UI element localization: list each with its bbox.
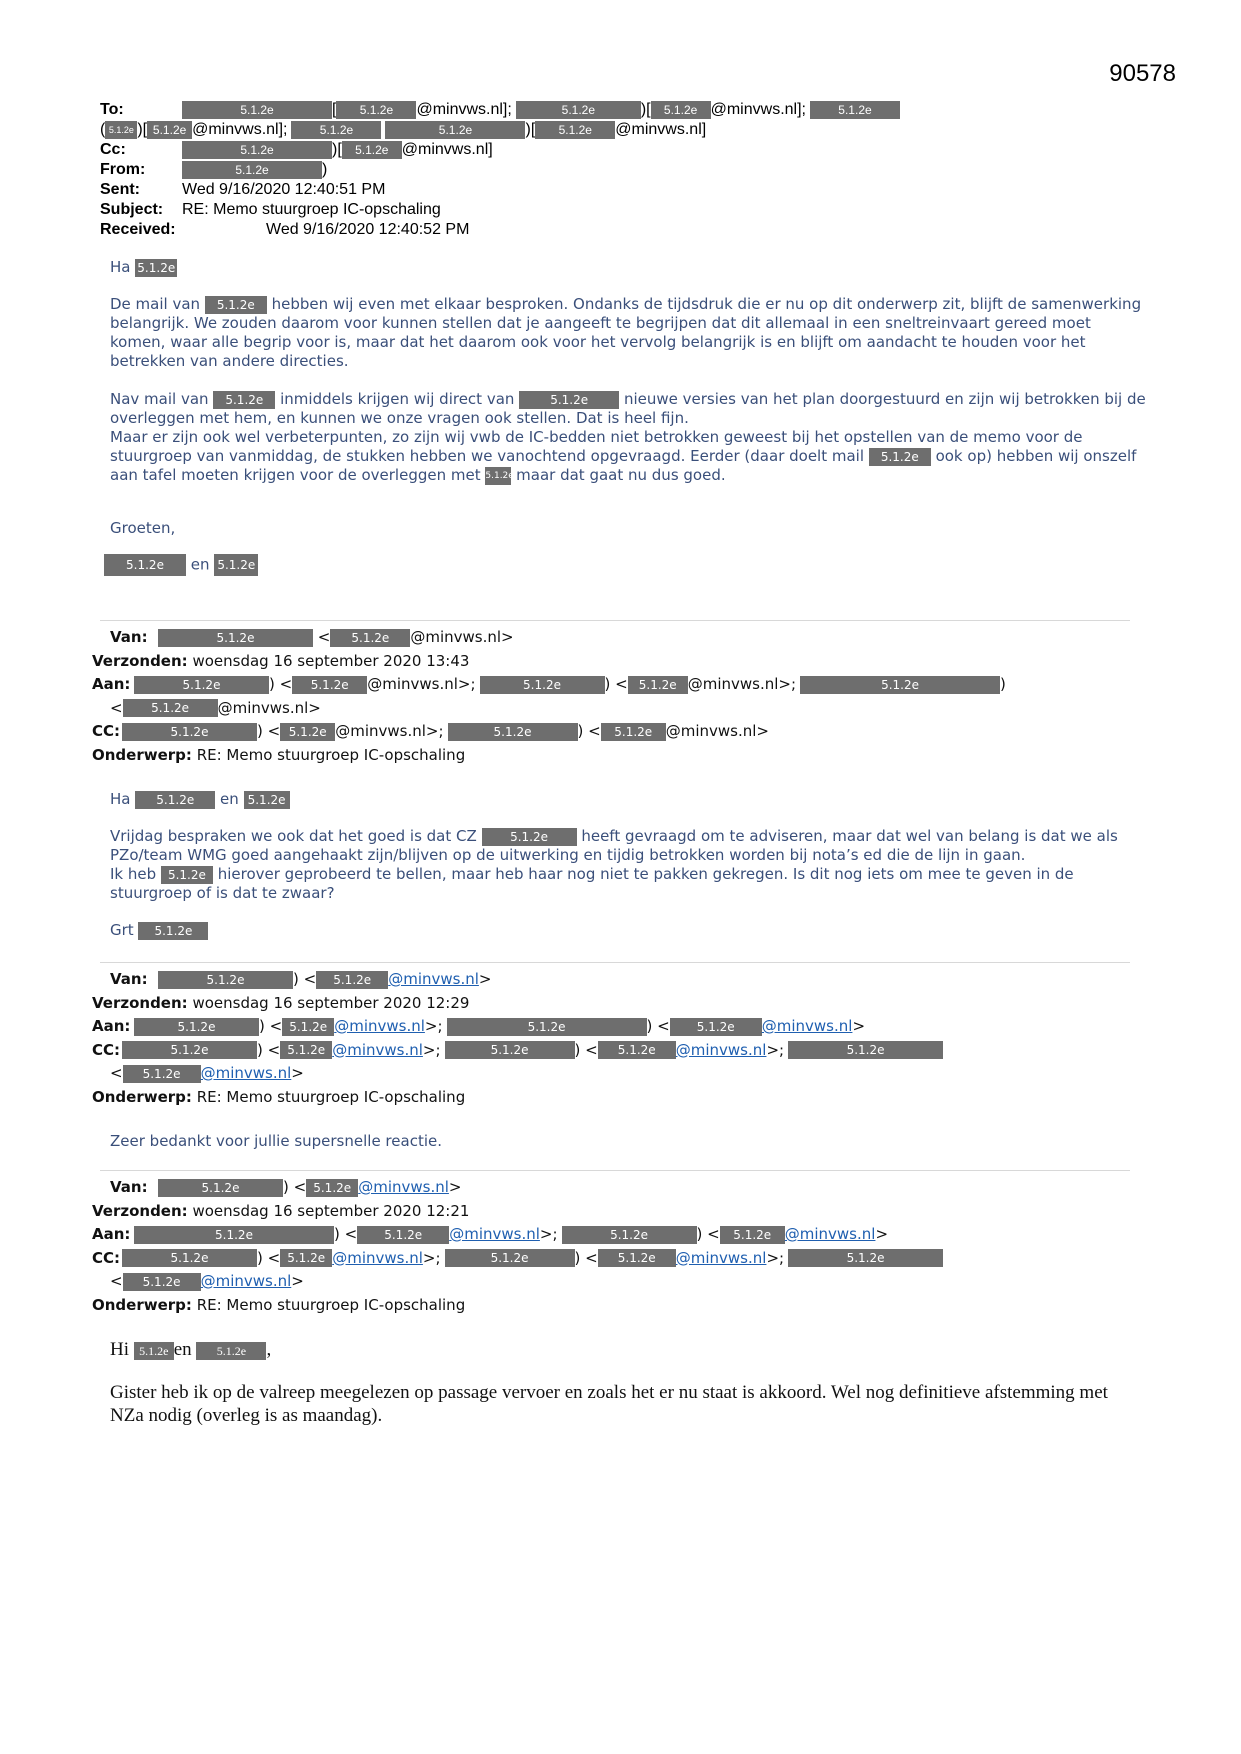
to-row: To: 5.1.2e [ 5.1.2e @minvws.nl]; 5.1.2e )[ 5.1.2e @minvws.nl]; 5.1.2e <box>100 100 1000 120</box>
redaction: 5.1.2e <box>182 161 322 179</box>
message-2-meta <box>92 626 1142 767</box>
text: Grt <box>110 921 134 939</box>
text: hierover geprobeerd te bellen, maar heb haar nog niet te pakken gekregen. Is dit nog iets om mee te geven in de stuurgroep of is dat te zwaar? <box>110 865 1074 902</box>
email-link[interactable]: @minvws.nl <box>358 1178 449 1196</box>
verzonden-row <box>92 992 1142 1016</box>
greeting <box>110 1338 1110 1361</box>
email-domain: @minvws.nl> <box>665 722 769 740</box>
onderwerp-row <box>92 1086 1142 1110</box>
redaction: 5.1.2e <box>445 1249 575 1267</box>
paragraph <box>110 390 1150 485</box>
redaction: 5.1.2e <box>147 121 192 139</box>
redaction: 5.1.2e <box>123 1273 201 1291</box>
redaction: 5.1.2e <box>158 1179 283 1197</box>
redaction: 5.1.2e <box>134 1226 334 1244</box>
message-4-meta <box>92 1176 1142 1317</box>
greeting-word: Ha <box>110 258 131 276</box>
label: Van: <box>110 1178 148 1196</box>
redaction: 5.1.2e <box>158 629 313 647</box>
email-link[interactable]: @minvws.nl <box>675 1248 767 1267</box>
cc-row: CC: 5.1.2e ) < 5.1.2e @minvws.nl >; 5.1.2e ) < 5.1.2e @minvws.nl >; 5.1.2e <box>92 1247 1142 1271</box>
redaction: 5.1.2e <box>519 391 619 409</box>
text: , <box>266 1339 272 1360</box>
email-domain: @minvws.nl]; <box>710 101 806 118</box>
email-domain: @minvws.nl>; <box>687 675 797 693</box>
email-link[interactable]: @minvws.nl <box>334 1017 425 1035</box>
greeting-word: Ha <box>110 790 131 808</box>
label: Van: <box>110 628 148 646</box>
separator <box>100 620 1130 621</box>
text: Vrijdag bespraken we ook dat het goed is dat CZ <box>110 827 477 845</box>
email-link[interactable]: @minvws.nl <box>332 1248 423 1267</box>
redaction: 5.1.2e <box>788 1249 943 1267</box>
subject-value: RE: Memo stuurgroep IC-opschaling <box>196 1295 466 1314</box>
cc-row-cont: < 5.1.2e @minvws.nl > <box>92 1270 1142 1294</box>
label: Verzonden: <box>92 1201 188 1220</box>
redaction: 5.1.2e <box>720 1226 785 1244</box>
received-row <box>100 220 1000 240</box>
email-header <box>100 100 1000 240</box>
label: CC: <box>92 1040 121 1059</box>
email-domain: @minvws.nl>; <box>335 722 444 740</box>
redaction: 5.1.2e <box>122 723 257 741</box>
redaction: 5.1.2e <box>357 1226 449 1244</box>
redaction: 5.1.2e <box>336 101 416 119</box>
aan-row: Aan: 5.1.2e ) < 5.1.2e @minvws.nl >; 5.1.2e ) < 5.1.2e @minvws.nl > <box>92 1223 1142 1247</box>
redaction: 5.1.2e <box>562 1226 697 1244</box>
redaction: 5.1.2e <box>651 101 711 119</box>
text: Ik heb <box>110 865 157 883</box>
paragraph <box>110 827 1140 903</box>
redaction: 5.1.2e <box>182 101 332 119</box>
redaction: 5.1.2e <box>445 1041 575 1059</box>
message-2-body <box>110 790 1140 958</box>
redaction: 5.1.2e <box>161 866 213 884</box>
redaction: 5.1.2e <box>134 1018 259 1036</box>
cc-row: CC: 5.1.2e ) < 5.1.2e @minvws.nl>; 5.1.2e ) < 5.1.2e @minvws.nl> <box>92 720 1142 744</box>
redaction: 5.1.2e <box>134 1342 174 1360</box>
redaction: 5.1.2e <box>135 259 177 277</box>
redaction: 5.1.2e <box>448 723 578 741</box>
email-link[interactable]: @minvws.nl <box>200 1272 292 1290</box>
redaction: 5.1.2e <box>601 723 666 741</box>
redaction: 5.1.2e <box>598 1041 676 1059</box>
redaction: 5.1.2e <box>138 922 208 940</box>
email-link[interactable]: @minvws.nl <box>675 1040 767 1059</box>
text: nieuwe versies van het plan doorgestuurd en zijn wij betrokken bij de overleggen met hem, en kunnen we onze vragen ook stellen. Dat is heel fijn. <box>110 390 1146 427</box>
subject-value: RE: Memo stuurgroep IC-opschaling <box>196 1087 466 1106</box>
redaction: 5.1.2e <box>105 121 137 139</box>
email-domain: @minvws.nl]; <box>416 101 512 118</box>
separator <box>100 962 1130 963</box>
redaction: 5.1.2e <box>516 101 641 119</box>
aan-row: Aan: 5.1.2e ) < 5.1.2e @minvws.nl>; 5.1.2e ) < 5.1.2e @minvws.nl>; 5.1.2e ) <box>92 673 1142 697</box>
redaction: 5.1.2e <box>485 467 511 485</box>
label: Verzonden: <box>92 651 188 670</box>
label: Aan: <box>92 1017 131 1035</box>
redaction: 5.1.2e <box>291 121 381 139</box>
cc-label: Cc: <box>100 141 126 158</box>
redaction: 5.1.2e <box>123 1065 201 1083</box>
redaction: 5.1.2e <box>104 554 186 576</box>
from-row: From: 5.1.2e ) <box>100 161 328 178</box>
sent-value: woensdag 16 september 2020 12:21 <box>192 1201 470 1220</box>
aan-row: Aan: 5.1.2e ) < 5.1.2e @minvws.nl >; 5.1.2e ) < 5.1.2e @minvws.nl > <box>92 1015 1142 1039</box>
text: ook op) hebben wij onszelf aan tafel moeten krijgen voor de overleggen met <box>110 447 1137 484</box>
email-link[interactable]: @minvws.nl <box>200 1064 292 1082</box>
redaction: 5.1.2e <box>869 448 931 466</box>
label: Van: <box>110 970 148 988</box>
to-row-cont: ( 5.1.2e )[ 5.1.2e @minvws.nl]; 5.1.2e 5.1.2e )[ 5.1.2e @minvws.nl] <box>100 121 707 138</box>
redaction: 5.1.2e <box>598 1249 676 1267</box>
email-domain: @minvws.nl] <box>401 141 493 158</box>
redaction: 5.1.2e <box>292 676 367 694</box>
text: De mail van <box>110 295 201 313</box>
cc-row: CC: 5.1.2e ) < 5.1.2e @minvws.nl >; 5.1.2e ) < 5.1.2e @minvws.nl >; 5.1.2e <box>92 1039 1142 1063</box>
subject-value: RE: Memo stuurgroep IC-opschaling <box>196 745 466 764</box>
label: Aan: <box>92 1225 131 1243</box>
to-label: To: <box>100 101 124 118</box>
redaction: 5.1.2e <box>306 1179 358 1197</box>
redaction: 5.1.2e <box>135 791 215 809</box>
text: heeft gevraagd om te adviseren, maar dat wel van belang is dat we als PZo/team WMG goed aangehaakt zijn/blijven op de uitwerking en tijdig betrokken worden bij nota’s ed die de lijn in gaan. <box>110 827 1118 864</box>
received-value: Wed 9/16/2020 12:40:52 PM <box>266 221 470 238</box>
text: maar dat gaat nu dus goed. <box>516 466 726 484</box>
label: Onderwerp: <box>92 1295 192 1314</box>
van-row: Van: 5.1.2e ) < 5.1.2e @minvws.nl > <box>92 968 1142 992</box>
redaction: 5.1.2e <box>342 141 402 159</box>
subject-label: Subject: <box>100 201 164 218</box>
text: Nav mail van <box>110 390 209 408</box>
sent-label: Sent: <box>100 181 140 198</box>
redaction: 5.1.2e <box>213 391 275 409</box>
email-link[interactable]: @minvws.nl <box>784 1225 876 1243</box>
email-link[interactable]: @minvws.nl <box>761 1017 853 1035</box>
subject-row <box>100 200 1000 220</box>
redaction: 5.1.2e <box>122 1041 257 1059</box>
message-3-body <box>110 1132 1160 1169</box>
redaction: 5.1.2e <box>158 971 293 989</box>
email-domain: @minvws.nl> <box>410 628 514 646</box>
greeting-word: Hi <box>110 1339 129 1360</box>
redaction: 5.1.2e <box>282 1018 334 1036</box>
text: en <box>173 1339 192 1360</box>
label: Aan: <box>92 675 131 693</box>
redaction: 5.1.2e <box>280 1041 332 1059</box>
separator <box>100 1170 1130 1171</box>
redaction: 5.1.2e <box>182 141 332 159</box>
label: Onderwerp: <box>92 745 192 764</box>
sent-value: woensdag 16 september 2020 13:43 <box>192 651 470 670</box>
signature <box>104 554 1150 576</box>
redaction: 5.1.2e <box>205 296 267 314</box>
paragraph: Zeer bedankt voor jullie supersnelle reactie. <box>110 1132 442 1150</box>
redaction: 5.1.2e <box>480 676 605 694</box>
redaction: 5.1.2e <box>385 121 525 139</box>
email-domain: @minvws.nl>; <box>367 675 476 693</box>
text: en <box>220 790 239 808</box>
redaction: 5.1.2e <box>628 676 688 694</box>
paragraph: Gister heb ik op de valreep meegelezen op passage vervoer en zoals het er nu staat is akkoord. Wel nog definitieve afstemming met NZa nodig (overleg is as maandag). <box>110 1382 1108 1426</box>
verzonden-row <box>92 650 1142 674</box>
received-label: Received: <box>100 221 176 238</box>
label: CC: <box>92 1248 121 1267</box>
email-domain: @minvws.nl> <box>217 698 321 717</box>
cc-row-cont: < 5.1.2e @minvws.nl > <box>92 1062 1142 1086</box>
redaction: 5.1.2e <box>122 1249 257 1267</box>
sent-value: woensdag 16 september 2020 12:29 <box>192 993 470 1012</box>
redaction: 5.1.2e <box>280 723 335 741</box>
redaction: 5.1.2e <box>670 1018 762 1036</box>
redaction: 5.1.2e <box>244 791 290 809</box>
email-link[interactable]: @minvws.nl <box>388 970 479 988</box>
redaction: 5.1.2e <box>810 101 900 119</box>
redaction: 5.1.2e <box>447 1018 647 1036</box>
greeting <box>110 790 1140 809</box>
text: hebben wij even met elkaar besproken. Ondanks de tijdsdruk die er nu op dit onderwerp zit, blijft de samenwerking belangrijk. We zouden daarom voor kunnen stellen dat je aangeeft te begrijpen dat dit allemaal in een sneltreinvaart gereed moet komen, waar alle begrip voor is, maar dat het daarom ook voor het vervolg belangrijk is en blijft om aandacht te houden voor het betrekken van andere directies. <box>110 295 1142 370</box>
document-number: 90578 <box>1109 60 1176 87</box>
redaction: 5.1.2e <box>482 828 577 846</box>
redaction: 5.1.2e <box>788 1041 943 1059</box>
cc-row: Cc: 5.1.2e )[ 5.1.2e @minvws.nl] <box>100 141 493 158</box>
verzonden-row <box>92 1200 1142 1224</box>
redaction: 5.1.2e <box>214 554 258 576</box>
redaction: 5.1.2e <box>316 971 388 989</box>
email-domain: @minvws.nl]; <box>192 121 288 138</box>
email-link[interactable]: @minvws.nl <box>449 1225 540 1243</box>
closing: Groeten, <box>110 519 176 537</box>
text: Maar er zijn ook wel verbeterpunten, zo zijn wij vwb de IC-bedden niet betrokken geweest bij het opstellen van de memo voor de stuurgroep van vanmiddag, de stukken hebben we vanochtend opgevraagd. Eerder (daar doelt mail <box>110 428 1083 465</box>
text: inmiddels krijgen wij direct van <box>280 390 515 408</box>
paragraph <box>110 295 1150 371</box>
greeting <box>110 258 1150 277</box>
sent-value: Wed 9/16/2020 12:40:51 PM <box>182 181 386 198</box>
van-row: Van: 5.1.2e ) < 5.1.2e @minvws.nl > <box>92 1176 1142 1200</box>
from-label: From: <box>100 161 146 178</box>
sent-row <box>100 180 1000 200</box>
onderwerp-row <box>92 744 1142 768</box>
redaction: 5.1.2e <box>123 699 218 717</box>
email-domain: @minvws.nl] <box>615 121 707 138</box>
aan-row-cont: < 5.1.2e @minvws.nl> <box>92 697 1142 721</box>
redaction: 5.1.2e <box>330 629 410 647</box>
label: Verzonden: <box>92 993 188 1012</box>
redaction: 5.1.2e <box>196 1342 266 1360</box>
message-1-body <box>110 258 1150 594</box>
email-link[interactable]: @minvws.nl <box>332 1040 423 1059</box>
subject-value: RE: Memo stuurgroep IC-opschaling <box>182 201 441 218</box>
van-row: Van: 5.1.2e < 5.1.2e @minvws.nl> <box>92 626 1142 650</box>
redaction: 5.1.2e <box>535 121 615 139</box>
onderwerp-row <box>92 1294 1142 1318</box>
text: en <box>190 555 210 574</box>
label: CC: <box>92 722 121 740</box>
message-4-body <box>110 1338 1110 1427</box>
redaction: 5.1.2e <box>134 676 269 694</box>
redaction: 5.1.2e <box>280 1249 332 1267</box>
message-3-meta <box>92 968 1142 1109</box>
label: Onderwerp: <box>92 1087 192 1106</box>
closing <box>110 921 1140 940</box>
redaction: 5.1.2e <box>800 676 1000 694</box>
